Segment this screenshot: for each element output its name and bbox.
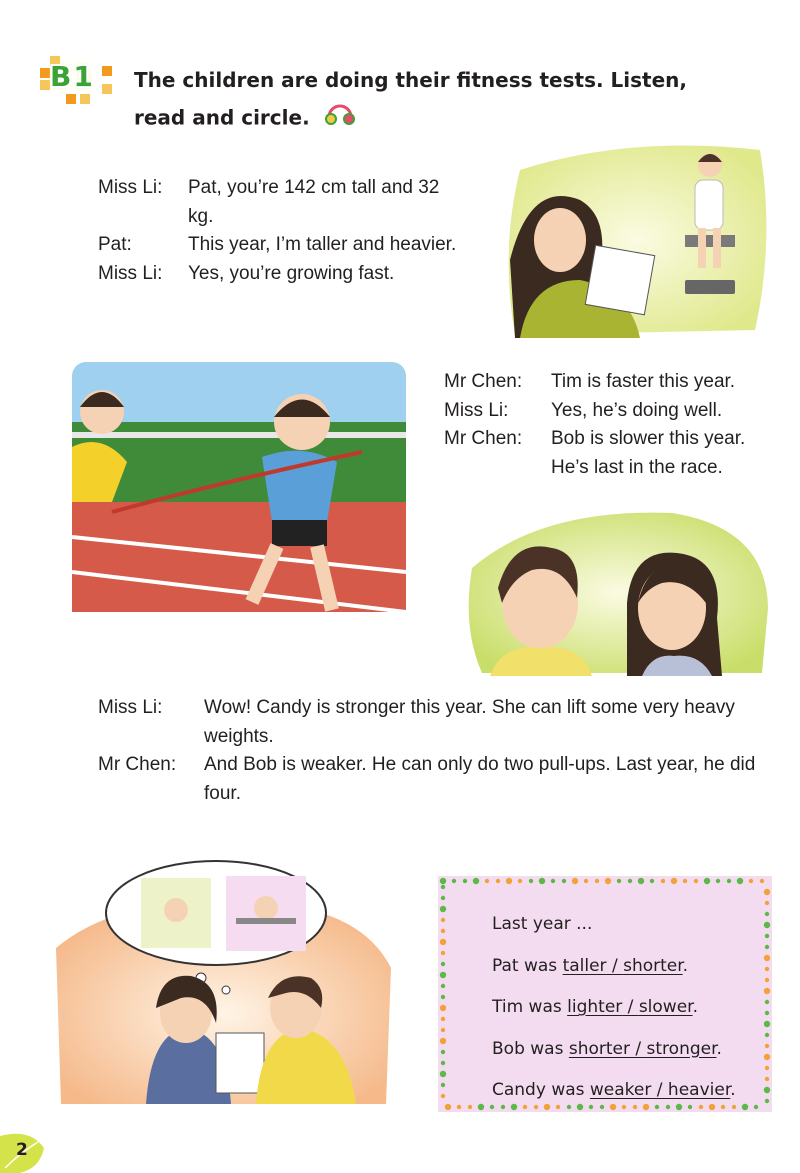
answer-prefix: Tim was <box>492 997 562 1017</box>
answer-prefix: Candy was <box>492 1080 585 1100</box>
answer-heading: Last year ... <box>492 914 593 934</box>
border-dot <box>572 878 578 884</box>
answer-option[interactable]: taller <box>562 955 607 976</box>
border-dot <box>441 1028 445 1032</box>
border-dot <box>441 1050 445 1054</box>
illustration-two-children <box>462 508 774 676</box>
dialogue-line: Yes, you’re growing fast. <box>188 262 395 284</box>
border-dot <box>595 879 599 883</box>
dialogue-line: And Bob is weaker. He can only do two pull-ups. Last year, he did four. <box>204 754 756 804</box>
speaker: Pat: <box>98 234 132 255</box>
border-dot <box>765 1066 769 1070</box>
border-dot <box>605 878 611 884</box>
border-dot <box>440 1071 446 1077</box>
border-dot <box>441 1094 445 1098</box>
border-dot <box>441 929 445 933</box>
answer-item: Tim was lighter / slower. <box>492 997 699 1017</box>
answer-item: Bob was shorter / stronger. <box>492 1038 722 1059</box>
speaker: Mr Chen: <box>98 754 177 775</box>
border-dot <box>445 1104 451 1110</box>
answer-option[interactable]: stronger <box>646 1038 717 1059</box>
border-dot <box>457 1105 461 1109</box>
answer-item: Candy was weaker / heavier. <box>492 1080 736 1100</box>
border-dot <box>496 879 500 883</box>
speaker: Miss Li: <box>444 399 509 421</box>
border-dot <box>441 995 445 999</box>
border-dot <box>749 879 753 883</box>
dialogue-row <box>444 425 784 482</box>
dialogue-line: Bob is slower this year. He’s last in the race. <box>551 428 746 478</box>
answer-option[interactable]: shorter <box>623 955 683 976</box>
border-dot <box>441 951 445 955</box>
border-dot <box>727 879 731 883</box>
border-dot <box>764 1087 770 1093</box>
speaker: Miss Li: <box>98 697 163 718</box>
border-dot <box>765 1044 769 1048</box>
section-badge <box>40 56 116 106</box>
answer-list <box>492 904 736 1112</box>
border-dot <box>765 967 769 971</box>
speaker: Mr Chen: <box>444 371 523 392</box>
border-dot <box>529 879 533 883</box>
speaker: Mr Chen: <box>444 428 523 449</box>
border-dot <box>661 879 665 883</box>
dialogue-row <box>444 397 784 426</box>
answer-option[interactable]: shorter <box>568 1038 630 1059</box>
dialogue-line: Wow! Candy is stronger this year. She can lift some very heavy weights. <box>204 697 735 747</box>
dialogue-row <box>98 751 763 808</box>
dialogue-row <box>444 368 784 397</box>
border-dot <box>485 879 489 883</box>
answer-option[interactable]: heavier <box>667 1080 731 1100</box>
answer-option[interactable]: slower <box>638 997 693 1017</box>
illustration-measuring <box>500 140 772 338</box>
border-dot <box>506 878 512 884</box>
answer-box <box>438 876 772 1112</box>
dialogue-row <box>98 260 498 289</box>
dialogue-line: This year, I’m taller and heavier. <box>188 234 457 255</box>
answer-option[interactable]: lighter <box>567 997 623 1017</box>
border-dot <box>765 934 769 938</box>
border-dot <box>765 945 769 949</box>
border-dot <box>441 918 445 922</box>
border-dot <box>764 889 770 895</box>
border-dot <box>765 1033 769 1037</box>
border-dot <box>694 879 698 883</box>
dialogue-2 <box>444 368 784 482</box>
border-dot <box>452 879 456 883</box>
border-dot <box>764 1021 770 1027</box>
border-dot <box>628 879 632 883</box>
border-dot <box>764 955 770 961</box>
dialogue-3 <box>98 694 763 808</box>
border-dot <box>441 1017 445 1021</box>
answer-prefix: Pat was <box>492 955 558 976</box>
border-dot <box>440 939 446 945</box>
illustration-race <box>72 362 406 612</box>
border-dot <box>754 1105 758 1109</box>
border-dot <box>704 878 710 884</box>
dialogue-line: Tim is faster this year. <box>551 371 736 392</box>
badge-label: B1 <box>50 60 95 93</box>
border-dot <box>441 1083 445 1087</box>
border-dot <box>562 879 566 883</box>
border-dot <box>539 878 545 884</box>
dialogue-1 <box>98 174 498 288</box>
border-dot <box>765 1077 769 1081</box>
border-dot <box>551 879 555 883</box>
border-dot <box>440 1038 446 1044</box>
border-dot <box>518 879 522 883</box>
page-number-label: 2 <box>16 1140 28 1160</box>
border-dot <box>650 879 654 883</box>
answer-prefix: Bob was <box>492 1038 564 1059</box>
border-dot <box>441 896 445 900</box>
answer-option-pair[interactable]: lighter / slower <box>567 997 693 1017</box>
border-dot <box>760 879 764 883</box>
border-dot <box>765 1000 769 1004</box>
instruction-label: The children are doing their fitness tests. Listen, read and circle. <box>134 68 687 130</box>
dialogue-row <box>98 694 763 751</box>
border-dot <box>765 1099 769 1103</box>
border-dot <box>441 885 445 889</box>
answer-option[interactable]: weaker <box>589 1080 652 1100</box>
border-dot <box>473 878 479 884</box>
border-dot <box>716 879 720 883</box>
border-dot <box>441 1061 445 1065</box>
border-dot <box>671 878 677 884</box>
border-dot <box>765 1011 769 1015</box>
border-dot <box>765 912 769 916</box>
border-dot <box>441 984 445 988</box>
page-number <box>0 1128 44 1173</box>
border-dot <box>441 962 445 966</box>
border-dot <box>737 878 743 884</box>
speaker: Miss Li: <box>98 262 163 284</box>
border-dot <box>468 1105 472 1109</box>
border-dot <box>765 901 769 905</box>
border-dot <box>478 1104 484 1110</box>
border-dot <box>638 878 644 884</box>
border-dot <box>440 1005 446 1011</box>
illustration-teachers-thinking <box>56 858 396 1104</box>
answer-option-pair[interactable]: shorter / stronger <box>568 1038 717 1059</box>
border-dot <box>764 922 770 928</box>
dialogue-row <box>98 174 498 231</box>
speaker: Miss Li: <box>98 177 163 198</box>
border-dot <box>463 879 467 883</box>
border-dot <box>765 978 769 982</box>
border-dot <box>440 906 446 912</box>
instruction-text <box>134 62 734 139</box>
border-dot <box>764 1054 770 1060</box>
border-dot <box>440 972 446 978</box>
answer-option-pair[interactable]: weaker / heavier <box>589 1080 731 1100</box>
border-dot <box>440 878 446 884</box>
headphones-icon[interactable] <box>323 99 357 139</box>
border-dot <box>683 879 687 883</box>
answer-item: Pat was taller / shorter. <box>492 955 689 976</box>
dialogue-line: Pat, you’re 142 cm tall and 32 kg. <box>188 177 440 227</box>
border-dot <box>584 879 588 883</box>
dialogue-line: Yes, he’s doing well. <box>551 399 723 421</box>
dialogue-row <box>98 231 498 260</box>
answer-option-pair[interactable]: taller / shorter <box>562 955 683 976</box>
border-dot <box>764 988 770 994</box>
border-dot <box>617 879 621 883</box>
border-dot <box>742 1104 748 1110</box>
